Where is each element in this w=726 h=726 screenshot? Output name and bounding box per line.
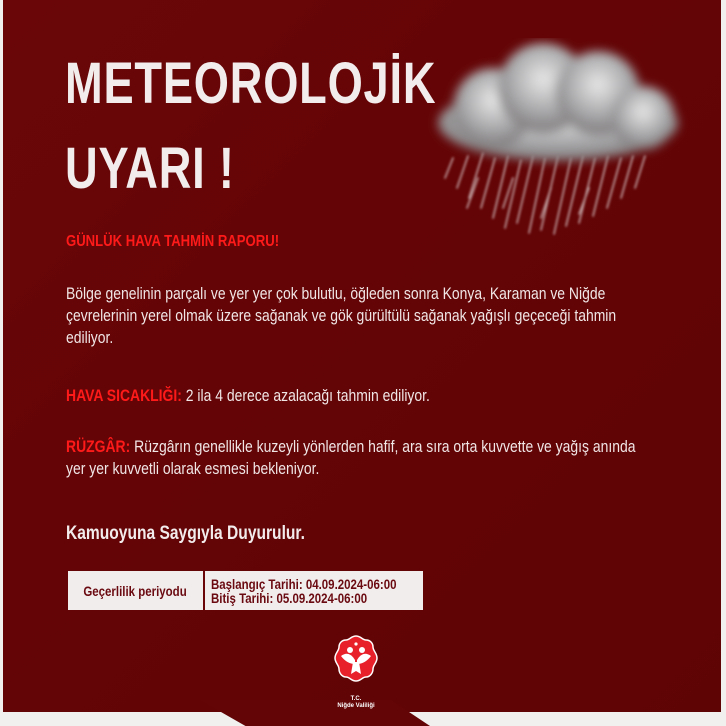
seal-org-line-2: Niğde Valiliği (337, 703, 375, 709)
validity-start: Başlangıç Tarihi: 04.09.2024-06:00 (211, 575, 397, 592)
forecast-paragraph (66, 283, 714, 349)
frame-edge (722, 0, 726, 726)
announcement: Kamuoyuna Saygıyla Duyurulur. (66, 523, 305, 544)
wind-text-line-1: Rüzgârın genellikle kuzeyli yönlerden hafif, ara sıra orta kuvvette ve yağış anında (134, 437, 636, 456)
validity-label: Geçerlilik periyodu (83, 582, 188, 599)
forecast-line: Bölge genelinin parçalı ve yer yer çok bulutlu, öğleden sonra Konya, Karaman ve Niğde (66, 284, 606, 303)
wind-label: RÜZGÂR: (66, 437, 131, 456)
temperature-text: 2 ila 4 derece azalacağı tahmin ediliyor. (185, 386, 430, 405)
rain-cloud-icon (423, 38, 693, 248)
title-line-1: METEOROLOJİK (65, 51, 437, 116)
temperature-label: HAVA SICAKLIĞI: (66, 386, 182, 405)
forecast-line: çevrelerinin yerel olmak üzere sağanak ve gök gürültülü sağanak yağışlı geçeceği tahmin (66, 306, 617, 325)
temperature-paragraph (66, 385, 714, 407)
governorship-seal-icon (331, 634, 381, 684)
report-heading: GÜNLÜK HAVA TAHMİN RAPORU! (66, 233, 280, 250)
validity-end: Bitiş Tarihi: 05.09.2024-06:00 (211, 589, 368, 606)
seal-org-line-1: T.C. (350, 696, 362, 702)
wind-paragraph (66, 436, 714, 480)
poster (3, 0, 721, 712)
title-line-2: UYARI ! (65, 136, 235, 201)
validity-box (68, 571, 423, 610)
validity-label-cell (68, 571, 205, 610)
validity-dates-cell (205, 571, 423, 610)
forecast-line: ediliyor. (66, 328, 114, 347)
wind-text-line-2: yer yer kuvvetli olarak esmesi bekleniyor. (66, 459, 320, 478)
